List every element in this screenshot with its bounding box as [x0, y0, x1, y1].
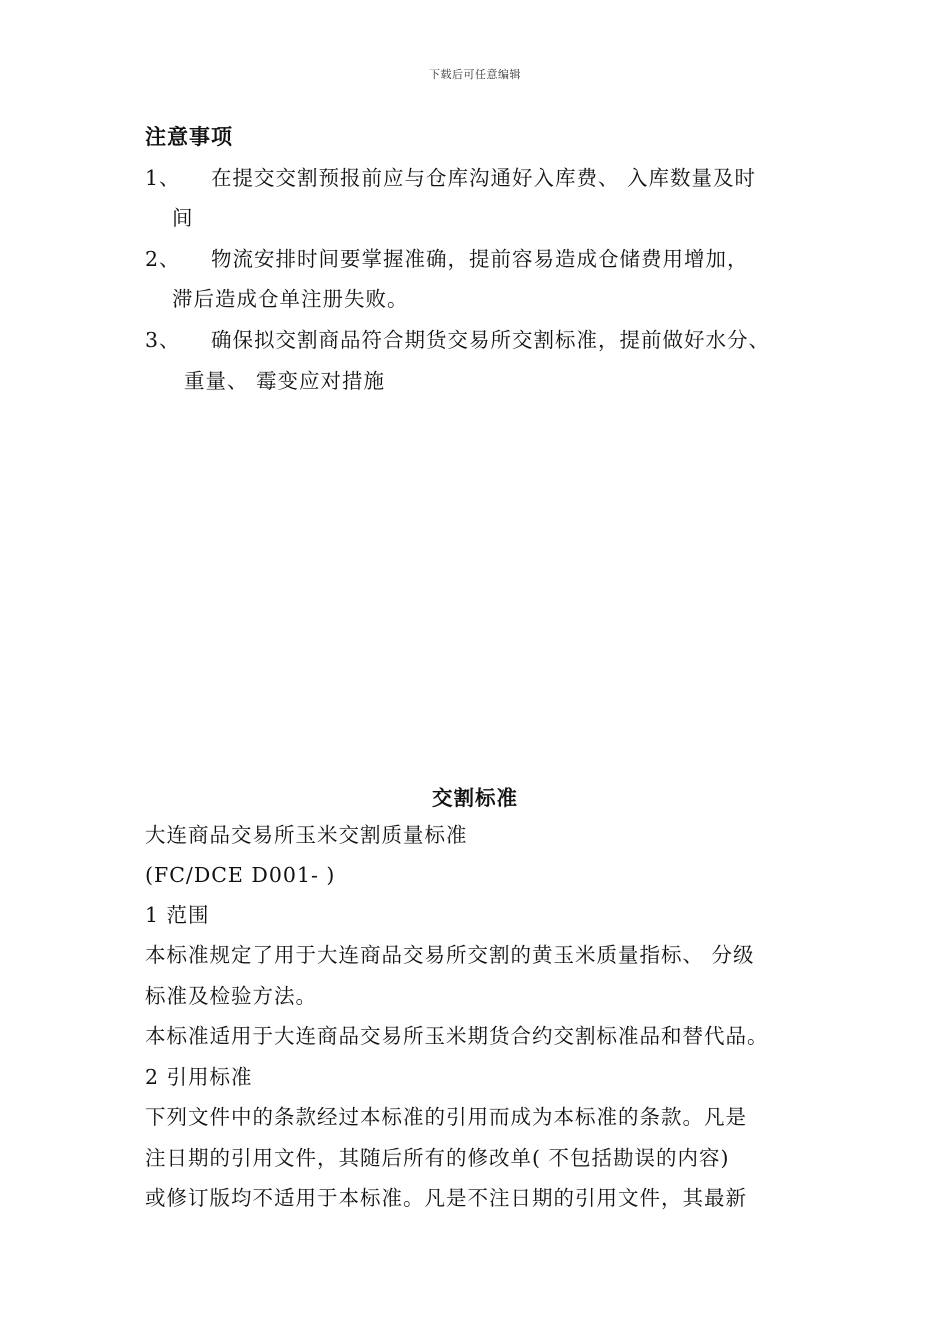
note-item-number: 3、 [145, 328, 181, 352]
standard-title: 交割标准 [432, 786, 518, 810]
paragraph-1-line-1: 本标准规定了用于大连商品交易所交割的黄玉米质量指标、 分级 [145, 943, 755, 967]
note-item-2 [145, 245, 749, 273]
paragraph-2: 本标准适用于大连商品交易所玉米期货合约交割标准品和替代品。 [145, 1024, 769, 1048]
standard-code: (FC/DCE D001- ) [145, 863, 336, 887]
note-item-1 [145, 164, 756, 192]
paragraph-3-line-2: 注日期的引用文件，其随后所有的修改单( 不包括勘误的内容) [145, 1146, 730, 1170]
note-item-text: 物流安排时间要掌握准确，提前容易造成仓储费用增加， [211, 247, 749, 271]
note-item-3-continuation: 重量、 霉变应对措施 [184, 369, 386, 393]
notes-heading: 注意事项 [145, 125, 233, 149]
note-item-text: 在提交交割预报前应与仓库沟通好入库费、 入库数量及时 [211, 166, 757, 190]
section-1-heading: 1 范围 [145, 903, 210, 927]
paragraph-3-line-1: 下列文件中的条款经过本标准的引用而成为本标准的条款。凡是 [145, 1105, 747, 1129]
section-2-heading: 2 引用标准 [145, 1065, 253, 1089]
note-item-number: 1、 [145, 166, 181, 190]
standard-name: 大连商品交易所玉米交割质量标准 [145, 823, 468, 847]
note-item-3 [145, 326, 770, 354]
paragraph-1-line-2: 标准及检验方法。 [145, 984, 317, 1008]
page-header-note: 下载后可任意编辑 [429, 68, 521, 81]
paragraph-3-line-3: 或修订版均不适用于本标准。凡是不注日期的引用文件，其最新 [145, 1186, 747, 1210]
note-item-text: 确保拟交割商品符合期货交易所交割标准，提前做好水分、 [211, 328, 770, 352]
note-item-1-continuation: 间 [172, 206, 194, 230]
note-item-number: 2、 [145, 247, 181, 271]
note-item-2-continuation: 滞后造成仓单注册失败。 [172, 287, 409, 311]
